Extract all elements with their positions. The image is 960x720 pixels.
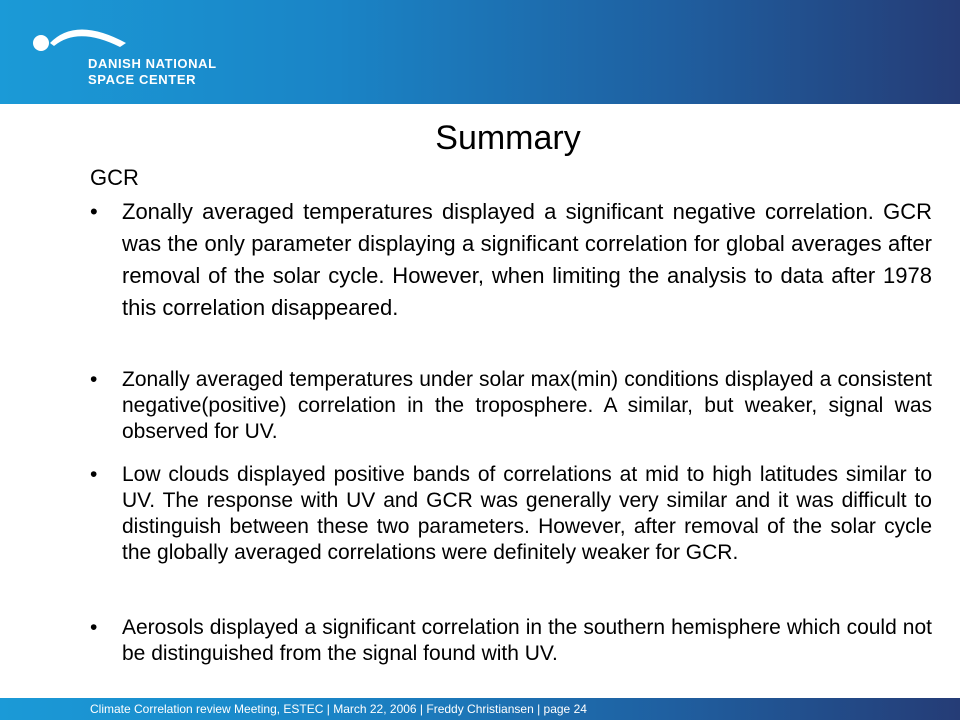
bullet-text: Zonally averaged temperatures under solar max(min) conditions displayed a consistent negative(positive) correlation in the troposphere. A similar, but weaker, signal was observed for UV. — [122, 368, 932, 443]
logo-wordmark — [88, 56, 217, 88]
bullet-dot-icon: • — [90, 199, 98, 224]
logo-line-2: SPACE CENTER — [88, 72, 197, 87]
footer-text: Climate Correlation review Meeting, ESTEC | March 22, 2006 | Freddy Christiansen | page 24 — [90, 702, 587, 716]
dnsc-arc-logo-icon — [28, 18, 138, 54]
logo-line-1: DANISH NATIONAL — [88, 56, 217, 71]
header-banner — [0, 0, 960, 104]
bullet-text: Low clouds displayed positive bands of correlations at mid to high latitudes similar to UV. The response with UV and GCR was generally very similar and it was difficult to distinguish between these two parameters. However, after removal of the solar cycle the globally averaged correlations were definitely weaker for GCR. — [122, 463, 932, 564]
section-heading: GCR — [90, 165, 139, 190]
bullet-dot-icon: • — [90, 368, 98, 391]
bullet-text: Aerosols displayed a significant correlation in the southern hemisphere which could not be distinguished from the signal found with UV. — [122, 616, 932, 665]
slide-title: Summary — [435, 119, 581, 157]
bullet-dot-icon: • — [90, 616, 98, 639]
bullet-dot-icon: • — [90, 463, 98, 486]
bullet-text: Zonally averaged temperatures displayed a significant negative correlation. GCR was the only parameter displaying a significant correlation for global averages after removal of the solar cycle. However, when limiting the analysis to data after 1978 this correlation disappeared. — [122, 199, 932, 320]
footer-bar — [0, 698, 960, 720]
